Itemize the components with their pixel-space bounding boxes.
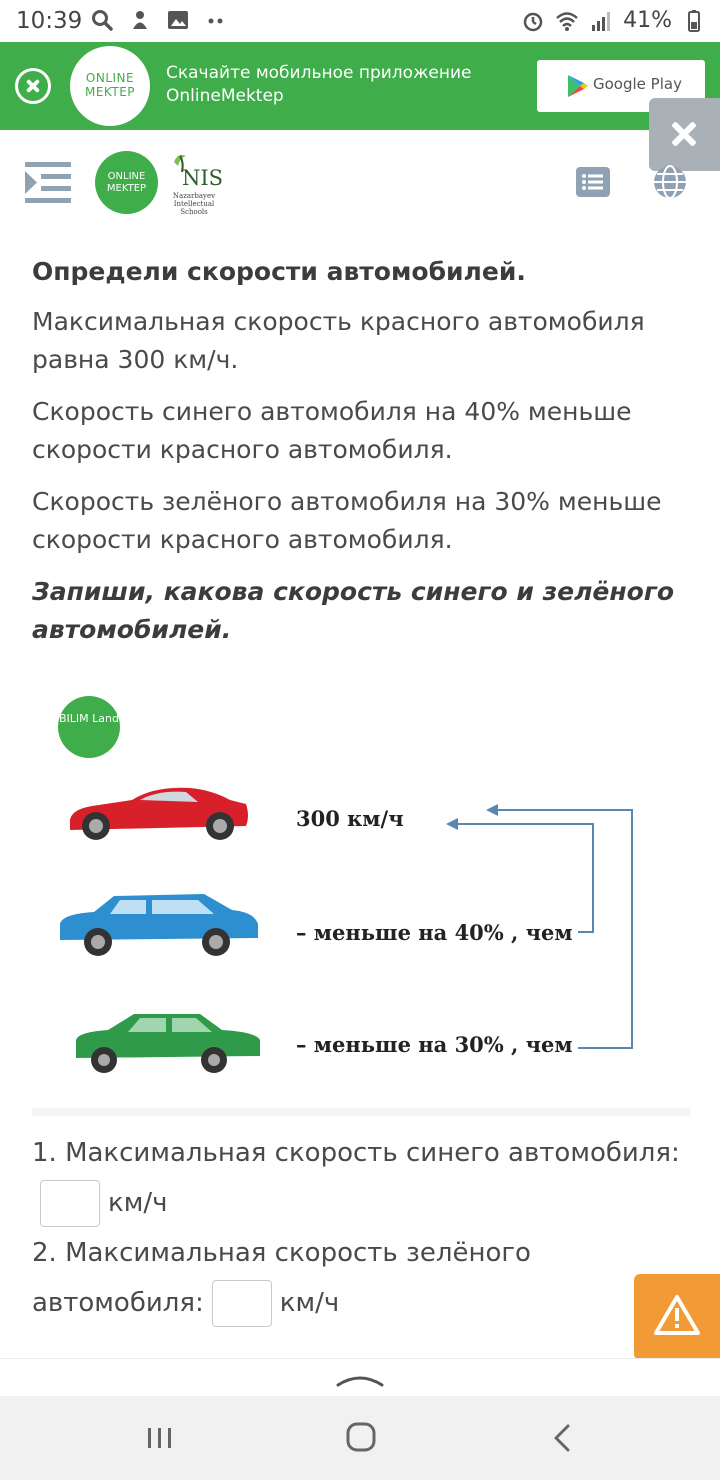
question-1-answer-row bbox=[32, 1178, 702, 1228]
chevron-up-icon bbox=[336, 1371, 384, 1387]
nis-logo-text: NIS bbox=[182, 166, 224, 190]
task-paragraph: Скорость зелёного автомобиля на 30% меньше скорости красного автомобиля. bbox=[32, 487, 662, 554]
question-2 bbox=[32, 1228, 592, 1328]
home-icon[interactable] bbox=[340, 1420, 380, 1456]
task-paragraph: Максимальная скорость красного автомобиля равна 300 км/ч. bbox=[32, 307, 645, 374]
answers-section bbox=[32, 1128, 702, 1328]
warning-icon bbox=[654, 1294, 700, 1336]
app-header bbox=[0, 130, 720, 230]
bilimland-logo-text: BILIM Land bbox=[59, 712, 119, 725]
task-instruction: Запиши, какова скорость синего и зелёного автомобилей. bbox=[32, 577, 675, 644]
wifi-icon bbox=[555, 9, 579, 33]
collapse-bar[interactable] bbox=[0, 1358, 720, 1396]
report-problem-button[interactable] bbox=[634, 1274, 720, 1360]
signal-icon bbox=[589, 9, 613, 33]
more-icon bbox=[204, 8, 228, 32]
status-bar bbox=[0, 0, 720, 42]
google-play-icon bbox=[567, 74, 589, 98]
app-icon bbox=[128, 8, 152, 32]
nis-logo-subtitle: Nazarbayev Intellectual Schools bbox=[172, 192, 216, 216]
google-play-label: Google Play bbox=[593, 75, 682, 93]
back-icon[interactable] bbox=[542, 1420, 582, 1456]
comparison-arrows bbox=[32, 680, 692, 1110]
recent-apps-icon[interactable] bbox=[140, 1420, 180, 1456]
blue-car-speed-input[interactable] bbox=[40, 1180, 100, 1227]
task-title: Определи скорости автомобилей. bbox=[32, 257, 526, 286]
system-nav-bar bbox=[0, 1396, 720, 1480]
banner-message: Скачайте мобильное приложение OnlineMektep bbox=[166, 63, 472, 106]
task-content bbox=[32, 255, 692, 649]
question-1-text: 1. Максимальная скорость синего автомобиля: bbox=[32, 1138, 680, 1168]
status-time: 10:39 bbox=[16, 8, 83, 34]
question-2-unit: км/ч bbox=[279, 1288, 340, 1318]
green-car-speed-label: – меньше на 30% , чем bbox=[296, 1032, 573, 1057]
om-logo-text: ONLINE MEKTEP bbox=[106, 171, 147, 194]
question-1-unit: км/ч bbox=[108, 1188, 168, 1218]
list-lines-icon bbox=[576, 167, 610, 197]
cars-illustration bbox=[32, 680, 692, 1110]
menu-icon[interactable] bbox=[25, 160, 73, 204]
blue-car-speed-label: – меньше на 40% , чем bbox=[296, 920, 573, 945]
battery-icon bbox=[682, 9, 706, 33]
green-car-speed-input[interactable] bbox=[212, 1280, 272, 1327]
list-icon[interactable] bbox=[576, 167, 610, 197]
question-1 bbox=[32, 1128, 702, 1178]
question-2-text: 2. Максимальная скорость зелёного автомобиля: bbox=[32, 1238, 531, 1318]
battery-level: 41% bbox=[623, 8, 672, 33]
alarm-icon bbox=[521, 9, 545, 33]
app-download-banner bbox=[0, 42, 720, 130]
task-paragraph: Скорость синего автомобиля на 40% меньше скорости красного автомобиля. bbox=[32, 397, 632, 464]
banner-logo-text: ONLINE MEKTEP bbox=[84, 71, 136, 99]
onlinemektep-logo bbox=[70, 46, 150, 126]
search-icon bbox=[90, 8, 114, 32]
globe-icon[interactable] bbox=[652, 164, 688, 200]
onlinemektep-header-logo[interactable] bbox=[95, 151, 158, 214]
banner-close-icon[interactable] bbox=[15, 68, 51, 104]
section-divider bbox=[32, 1108, 690, 1116]
red-car-speed-label: 300 км/ч bbox=[296, 806, 404, 831]
image-icon bbox=[166, 8, 190, 32]
